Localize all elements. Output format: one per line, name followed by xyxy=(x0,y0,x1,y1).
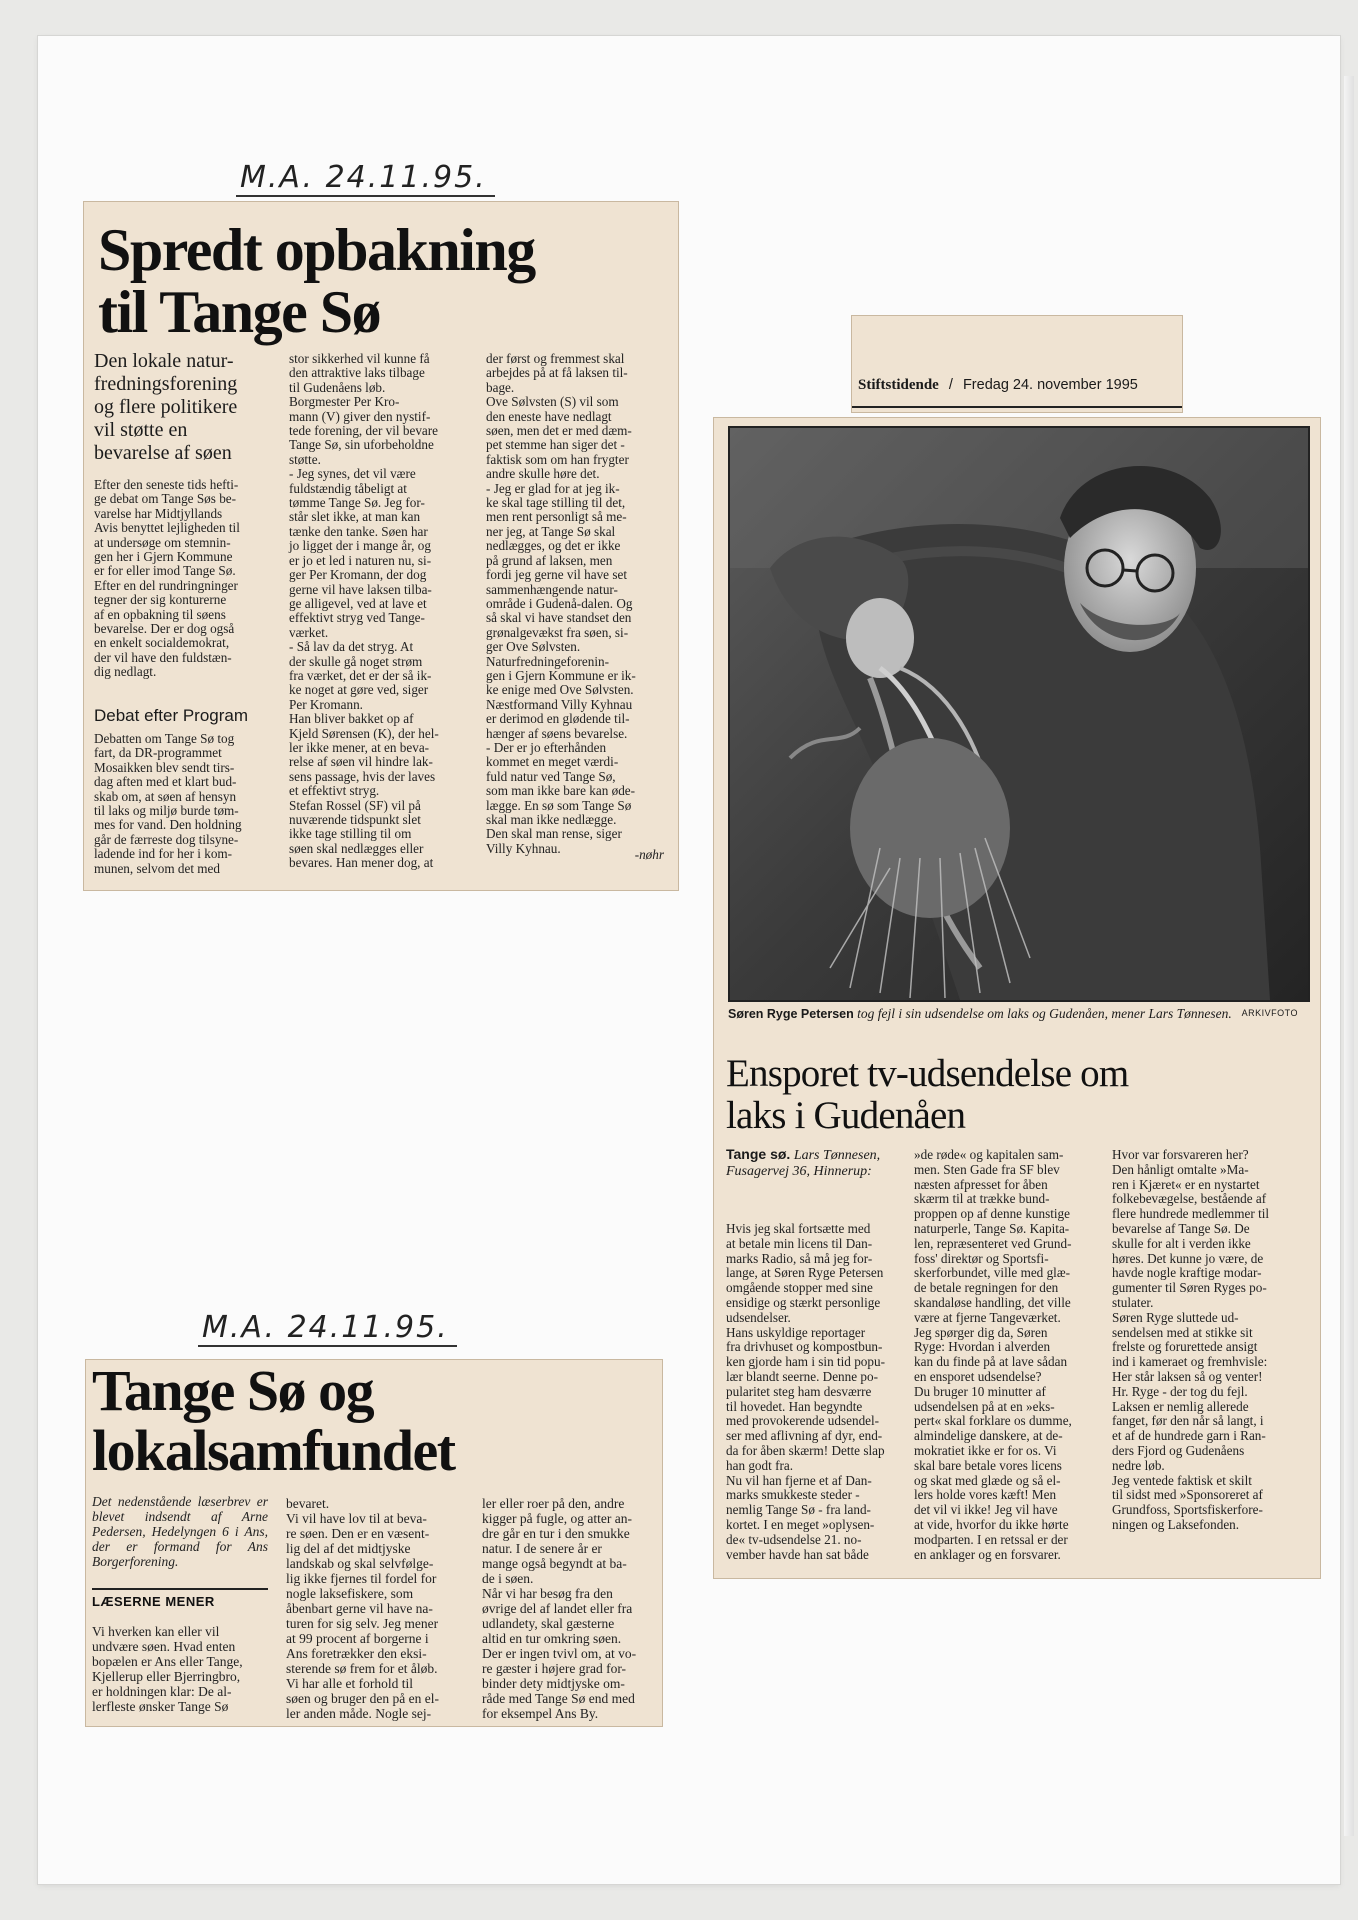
masthead-rule xyxy=(852,406,1182,408)
article2-col1: Hvis jeg skal fortsætte med at betale min licens til Dan- marks Radio, så må jeg for- lange, at Søren Ryge Petersen omgående stopper med sine ensidige og stærkt personlige udsendelser. Hans uskyldige reportager fra drivhuset og kompostbun- ken gjorde ham i sin tid popu- lær blandt seerne. Denne po- pularitet steg ham desværre til hovedet. Han begyndte med provokerende udsendel- ser med aflivning af dyr, end- da for åben skærm! Dette slap han godt fra. Nu vil han fjerne et af Dan- marks smukkeste steder - nemlig Tange Sø - fra land- kortet. I en meget »oplysen- de« tv-udsendelse 21. no- vember havde han sat både xyxy=(726,1221,885,1562)
masthead-line xyxy=(858,377,1182,394)
handwritten-date-bottom: M.A. 24.11.95. xyxy=(198,1310,457,1347)
clipping-tange-so-og-lokalsamfundet xyxy=(86,1360,662,1726)
article1-subhead: Debat efter Program xyxy=(94,706,249,725)
article1-col3: der først og fremmest skal arbejdes på at få laksen til- bage. Ove Sølvsten (S) vil som den eneste have nedlagt søen, men det er med dæm- pet stemme han siger det - faktisk som om han frygter andre skulle høre det. - Jeg er glad for at jeg ik- ke skal tage stilling til det, men rent personligt så me- ner jeg, at Tange Sø skal nedlægges, og det er ikke på grund af laksen, men fordi jeg gerne vil have set sammenhængende natur- område i Gudenå-dalen. Og så skal vi have standset den grønalgevækst fra søen, si- ger Ove Sølvsten. Naturfredningeforenin- gen i Gjern Kommune er ik- ke enige med Ove Sølvsten. Næstformand Villy Kyhnau er derimod en glødende til- hænger af søens bevarelse. - Der er jo efterhånden kommet en meget værdi- fuld natur ved Tange Sø, som man ikke bare kan øde- lægge. En sø som Tange Sø skal man ikke nedlægge. Den skal man rense, siger Villy Kyhnau. xyxy=(486,351,636,856)
article1-headline-line2: til Tange Sø xyxy=(98,279,381,345)
byline-place: Tange sø. xyxy=(726,1146,791,1162)
article3-col1: Vi hverken kan eller vil undvære søen. Hvad enten bopælen er Ans eller Tange, Kjellerup eller Bjerringbro, er holdningen klar: De al- lerfleste ønsker Tange Sø xyxy=(92,1624,243,1714)
byline-author: Lars Tønnesen, Fusagervej 36, Hinnerup: xyxy=(726,1148,881,1179)
article3-col3: ler eller roer på den, andre kigger på fugle, og atter an- dre går en tur i den smukke natur. I de senere år er mange også begyndt at ba- de i søen. Når vi har besøg fra den øvrige del af landet eller fra udlandety, skal gæsterne altid en tur omkring søen. Der er ingen tvivl om, at vo- re gæster i højere grad for- binder dety midtjyske om- råde med Tange Sø end med for eksempel Ans By. xyxy=(482,1496,637,1721)
article3-col2: bevaret. Vi vil have lov til at beva- re søen. Den er en væsent- lig del af det midtjyske landskab og skal selvfølge- lig ikke fjernes til fordel for nogle laksefiskere, som åbenbart gerne vil have na- turen for sig selv. Jeg mener at 99 procent af borgerne i Ans foretrækker den eksi- sterende sø frem for et åløb. Vi har alle et forhold til søen og bruger den på en el- ler anden måde. Nogle sej- xyxy=(286,1496,439,1721)
article2-headline-line1: Ensporet tv-udsendelse om xyxy=(726,1052,1129,1095)
clipping-spredt-opbakning xyxy=(84,202,678,890)
article2-headline-line2: laks i Gudenåen xyxy=(726,1094,966,1137)
article1-col1-bottom: Debatten om Tange Sø tog fart, da DR-programmet Mosaikken blev sendt tirs- dag aften med et klart bud- skab om, at søen af hensyn til laks og miljø burde tøm- mes for vand. Den holdning går de færreste dog tilsyne- ladende ind for her i kom- munen, selvom det med xyxy=(94,731,242,876)
masthead-paper: Stiftstidende xyxy=(858,377,939,393)
caption-name: Søren Ryge Petersen xyxy=(728,1007,854,1021)
sheet-edge xyxy=(1344,76,1354,1836)
clipping-ensporet-tv-udsendelse xyxy=(714,418,1320,1578)
article2-byline xyxy=(726,1146,896,1180)
article1-headline-line1: Spredt opbakning xyxy=(98,217,535,283)
article2-col3: Hvor var forsvareren her? Den hånligt omtalte »Ma- ren i Kjæret« er en nystartet folkebevægelse, bestående af flere hundrede medlemmer til bevarelse af Tange Sø. De skulle for alt i verden ikke høres. Det kunne jo være, de havde nogle kraftige modar- gumenter til Søren Ryges po- stulater. Søren Ryge sluttede ud- sendelsen med at stikke sit frelste og forurettede ansigt ind i kameraet og fremhvisle: Her står laksen så og venter! Hr. Ryge - der tog du fejl. Laksen er nemlig allerede fanget, før den når så langt, i et af de hundrede garn i Ran- ders Fjord og Gudenåens nedre løb. Jeg ventede faktisk et skilt til sidst med »Sponsoreret af Grundfoss, Sportsfiskerfore- ningen og Laksefonden. xyxy=(1112,1147,1270,1532)
caption-text: tog fejl i sin udsendelse om laks og Gudenåen, mener Lars Tønnesen. xyxy=(857,1006,1232,1021)
article2-col2: »de røde« og kapitalen sam- men. Sten Gade fra SF blev næsten afpresset for åben skærm til at trække bund- proppen op af denne kunstige naturperle, Tange Sø. Kapita- len, repræsenteret ved Grund- foss' direktør og Sportsfi- skerforbundet, ville med glæ- de betale regningen for den skandaløse handling, det ville være at fjerne Tangeværket. Jeg spørger dig da, Søren Ryge: Hvordan i alverden kan du finde på at lave sådan en ensporet udsendelse? Du bruger 10 minutter af udsendelsen på at en »eks- pert« skal forklare os dumme, almindelige danskere, at de- mokratiet ikke er for os. Vi skal bare betale vores licens og skat med glæde og så el- lers holde vores kæft! Men det vil vi ikke! Jeg vil have at vide, hvorfor du ikke hørte modparten. I en retssal er der en anklager og en forsvarer. xyxy=(914,1147,1072,1562)
photo-man-holding-plant xyxy=(728,426,1310,1002)
handwritten-date-top: M.A. 24.11.95. xyxy=(236,160,495,197)
article1-signature: -nøhr xyxy=(634,847,664,862)
masthead-date: Fredag 24. november 1995 xyxy=(962,377,1138,393)
photo-caption xyxy=(728,1006,1248,1022)
clipping-masthead xyxy=(852,316,1182,412)
article1-col1-top: Efter den seneste tids hefti- ge debat om Tange Søs be- varelse har Midtjyllands Avis benyttet lejligheden til at undersøge om stemnin- gen her i Gjern Kommune er for eller imod Tange Sø. Efter en del rundringninger tegner der sig konturerne af en opbakning til søens bevarelse. Der er dog også en enkelt socialdemokrat, der vil have den fuldstæn- dig nedlagt. xyxy=(94,477,240,680)
photo-illustration xyxy=(730,428,1308,1000)
article3-headline-line1: Tange Sø og xyxy=(92,1358,374,1423)
article3-kicker: LÆSERNE MENER xyxy=(92,1588,268,1609)
article3-headline-line2: lokalsamfundet xyxy=(92,1418,455,1483)
article1-deck: Den lokale natur- fredningsforening og flere politikere vil støtte en bevarelse af søen xyxy=(94,350,238,464)
photo-credit: ARKIVFOTO xyxy=(1241,1008,1298,1018)
article3-intro: Det nedenstående læserbrev er blevet indsendt af Arne Pedersen, Hedelyngen 6 i Ans, der er formand for Ans Borgerforening. xyxy=(92,1494,268,1569)
masthead-separator: / xyxy=(948,377,953,393)
article1-col2: stor sikkerhed vil kunne få den attraktive laks tilbage til Gudenåens løb. Borgmester Per Kro- mann (V) giver den nystif- tede forening, der vil bevare Tange Sø, sin uforbeholdne støtte. - Jeg synes, det vil være fuldstændig tåbeligt at tømme Tange Sø. Jeg for- står slet ikke, at man kan tænke den tanke. Søen har jo ligget der i mange år, og er jo et led i naturen nu, si- ger Per Kromann, der dog gerne vil have laksen tilba- ge alligevel, ved at lave et effektivt stryg ved Tange- værket. - Så lav da det stryg. At der skulle gå noget strøm fra værket, det er der så ik- ke noget at gøre ved, siger Per Kromann. Han bliver bakket op af Kjeld Sørensen (K), der hel- ler ikke mener, at en beva- relse af søen vil hindre lak- sens passage, hvis der laves et effektivt stryg. Stefan Rossel (SF) vil på nuværende tidspunkt slet ikke tage stilling til om søen skal nedlægges eller bevares. Han mener dog, at xyxy=(289,351,439,871)
